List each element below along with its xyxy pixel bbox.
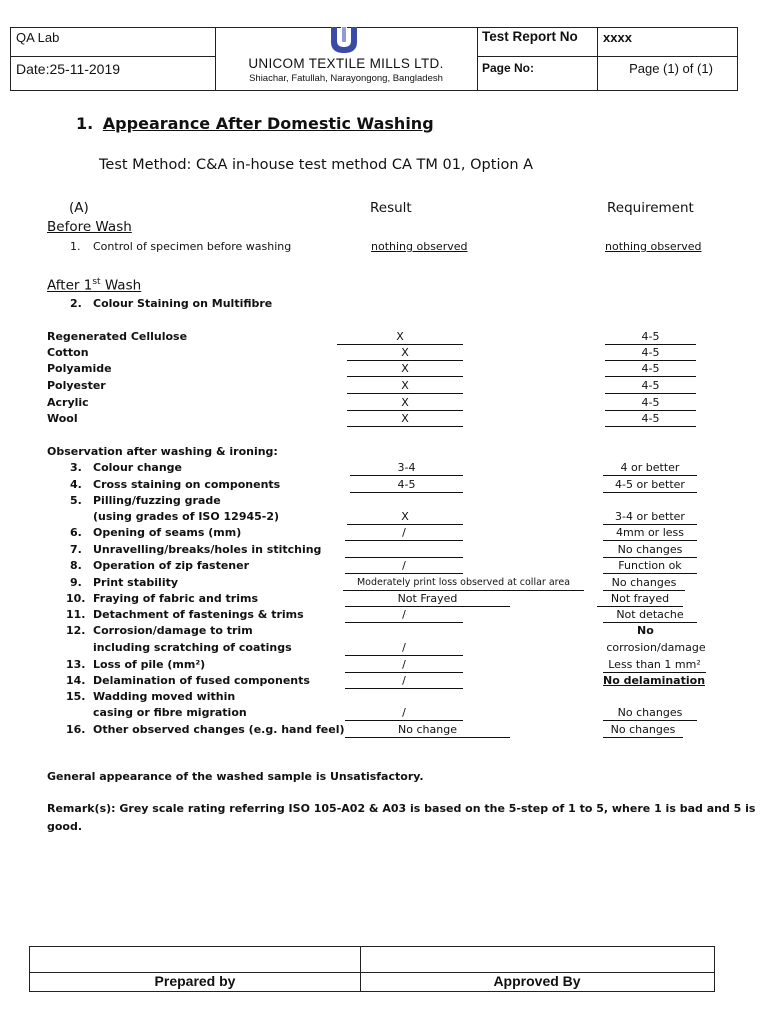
item-label: Wadding moved within (93, 690, 236, 703)
item-number: 7. (70, 543, 82, 556)
item-number: 6. (70, 526, 82, 539)
section-number: 1. (76, 114, 94, 133)
item-label: Pilling/fuzzing grade (93, 494, 221, 507)
test-method (99, 157, 533, 173)
fibre-requirement: 4-5 (605, 396, 696, 411)
requirement-value: 3-4 or better (603, 510, 697, 525)
fibre-result: X (347, 346, 463, 361)
result-value: No change (345, 723, 510, 738)
requirement-value: 4-5 or better (603, 478, 697, 493)
signature-table (29, 946, 715, 992)
remarks-line: Remark(s): Grey scale rating referring ISO 105-A02 & A03 is based on the 5-step of 1 to 5, where 1 is bad and 5 is (47, 802, 756, 815)
report-no-label: Test Report No (482, 29, 578, 44)
result-value: / (345, 658, 463, 673)
requirement-value: Function ok (603, 559, 697, 574)
item-label: Colour change (93, 461, 182, 474)
item-label: Detachment of fastenings & trims (93, 608, 304, 621)
result-value: / (345, 674, 463, 689)
after-wash-heading-sup: st (92, 277, 101, 287)
column-a: (A) (69, 200, 89, 216)
observation-heading: Observation after washing & ironing: (47, 445, 278, 458)
item-number: 2. (70, 297, 82, 310)
test-method-value: : C&A in-house test method CA TM 01, Option A (186, 157, 534, 173)
item-label: Colour Staining on Multifibre (93, 297, 273, 310)
item-number: 16. (66, 723, 86, 736)
report-date: Date:25-11-2019 (16, 61, 121, 77)
item-number: 13. (66, 658, 86, 671)
item-number: 3. (70, 461, 82, 474)
general-appearance-statement: General appearance of the washed sample is Unsatisfactory. (47, 770, 424, 783)
item-number: 15. (66, 690, 86, 703)
result-value: / (345, 559, 463, 574)
item-label: Cross staining on components (93, 478, 281, 491)
fibre-result: X (347, 362, 463, 377)
page-no-label: Page No: (482, 61, 535, 75)
fibre-requirement: 4-5 (605, 346, 696, 361)
item-label: Corrosion/damage to trim (93, 624, 253, 637)
before-wash-heading: Before Wash (47, 219, 132, 235)
fibre-requirement: 4-5 (605, 412, 696, 427)
item-label: including scratching of coatings (93, 641, 292, 654)
fibre-label: Regenerated Cellulose (47, 330, 188, 343)
result-value: Not Frayed (345, 592, 510, 607)
requirement-value: No changes (603, 576, 685, 591)
prepared-by-label: Prepared by (154, 973, 236, 989)
column-result: Result (370, 200, 412, 216)
test-method-label: Test Method (99, 157, 187, 173)
item-label: Loss of pile (mm²) (93, 658, 206, 671)
company-address: Shiachar, Fatullah, Narayongong, Bangladesh (249, 73, 443, 84)
item-label: Opening of seams (mm) (93, 526, 242, 539)
item-label: Operation of zip fastener (93, 559, 250, 572)
fibre-label: Cotton (47, 346, 89, 359)
requirement-value: 4 or better (603, 461, 697, 476)
fibre-label: Wool (47, 412, 78, 425)
item-label: (using grades of ISO 12945-2) (93, 510, 280, 523)
item-label: Unravelling/breaks/holes in stitching (93, 543, 322, 556)
lab-name: QA Lab (16, 30, 60, 45)
item-number: 9. (70, 576, 82, 589)
company-logo (327, 25, 361, 55)
item-label: Print stability (93, 576, 179, 589)
remarks-line-2: good. (47, 820, 83, 833)
item-number: 8. (70, 559, 82, 572)
section-title: Appearance After Domestic Washing (102, 114, 434, 133)
report-no-value: xxxx (603, 30, 632, 45)
item-label: Fraying of fabric and trims (93, 592, 259, 605)
item-number: 1. (70, 240, 81, 253)
item-label: Delamination of fused components (93, 674, 310, 687)
fibre-requirement: 4-5 (605, 362, 696, 377)
result-value: / (345, 706, 463, 721)
item-number: 5. (70, 494, 82, 507)
item-number: 11. (66, 608, 86, 621)
item-number: 14. (66, 674, 86, 687)
fibre-requirement: 4-5 (605, 330, 696, 345)
item-label: Other observed changes (e.g. hand feel) (93, 723, 345, 736)
fibre-result: X (347, 379, 463, 394)
result-value: 3-4 (350, 461, 463, 476)
requirement-value: nothing observed (605, 240, 702, 253)
item-number: 12. (66, 624, 86, 637)
fibre-label: Polyester (47, 379, 106, 392)
result-value: nothing observed (371, 240, 468, 253)
result-value: X (347, 510, 463, 525)
fibre-label: Acrylic (47, 396, 89, 409)
result-value: / (345, 641, 463, 656)
item-number: 4. (70, 478, 82, 491)
approved-by-label: Approved By (493, 973, 581, 989)
item-label: Control of specimen before washing (93, 240, 292, 253)
requirement-value: corrosion/damage (606, 641, 706, 654)
item-label: casing or fibre migration (93, 706, 247, 719)
result-value: / (345, 526, 463, 541)
fibre-requirement: 4-5 (605, 379, 696, 394)
page-no-value: Page (1) of (1) (629, 61, 713, 76)
requirement-value: Not frayed (597, 592, 683, 607)
result-value: 4-5 (350, 478, 463, 493)
requirement-value: No changes (603, 543, 697, 558)
result-value: Moderately print loss observed at collar area (343, 576, 584, 591)
section-heading (76, 114, 434, 133)
requirement-value: Less than 1 mm² (603, 658, 706, 673)
fibre-result: X (347, 412, 463, 427)
report-header-table (10, 27, 738, 91)
after-wash-heading (47, 277, 141, 294)
requirement-value: 4mm or less (603, 526, 697, 541)
requirement-value: No delamination (603, 674, 706, 687)
company-name: UNICOM TEXTILE MILLS LTD. (248, 56, 444, 71)
item-number: 10. (66, 592, 86, 605)
column-requirement: Requirement (607, 200, 694, 216)
after-wash-heading-text: After 1 (47, 277, 93, 294)
requirement-value: No changes (603, 706, 697, 721)
requirement-value: No changes (603, 723, 683, 738)
result-value: / (345, 608, 463, 623)
fibre-result: X (337, 330, 463, 345)
result-value (345, 543, 463, 558)
requirement-value: No (637, 624, 654, 637)
requirement-value: Not detache (603, 608, 697, 623)
fibre-result: X (347, 396, 463, 411)
fibre-label: Polyamide (47, 362, 112, 375)
after-wash-heading-suffix: Wash (100, 277, 142, 294)
